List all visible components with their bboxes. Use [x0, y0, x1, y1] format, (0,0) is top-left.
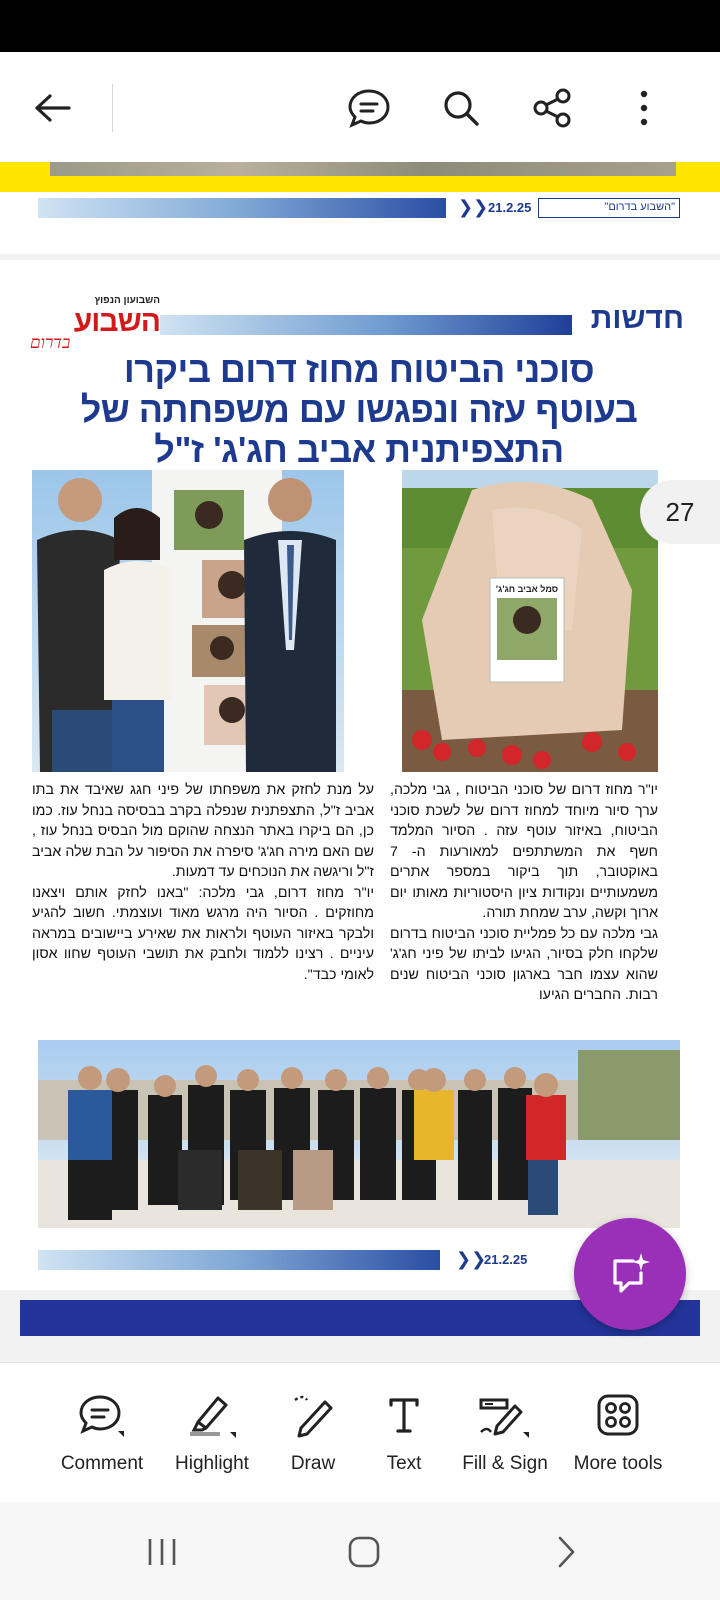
family-photo [32, 470, 344, 772]
previous-page-bottom [0, 162, 720, 254]
masthead-name: השבוע [73, 305, 160, 338]
grid-icon [588, 1391, 648, 1439]
back-arrow-icon[interactable] [30, 86, 74, 130]
masthead-logo [30, 295, 160, 355]
more-vertical-icon[interactable] [620, 84, 668, 132]
back-nav-icon[interactable] [546, 1532, 586, 1572]
newspaper-page [0, 260, 720, 1290]
headline-line: בעוטף עזה ונפגשו עם משפחתה של [80, 389, 638, 430]
status-bar [0, 0, 720, 52]
footer-date: 21.2.25 [484, 1252, 528, 1267]
highlight-tool[interactable] [160, 1363, 264, 1503]
tool-label: Fill & Sign [462, 1453, 548, 1474]
system-navigation-bar [0, 1502, 720, 1600]
body-paragraph: על מנת לחזק את משפחתו של פיני חגג שאיבד את בתו אביב ז"ל, התצפתנית שנפלה בקרב בבסיסה בנחל עוז. כמו כן, הם ביקרו באתר הנצחה שהוקם מול הבסיס בנחל עוז , שם האם מירה חג'ג' סיפרה את הסיפור על הבת שלה אביב ז"ל וריגשה את הנוכחים עד דמעות. [32, 782, 374, 880]
body-paragraph: יו"ר מחוז דרום של סוכני הביטוח , גבי מלכה, ערך סיור מיוחד למחוז דרום של לשכת סוכני הביטוח, באיזור עוטף עזה . הסיור המלמד חשף את המשתתפים למאורעות ה- 7 באוקטובר, תוך ביקור במספר אתרים משמעותיים ונקודות ציון היסטוריות מאותו יום ארוך וקשה, ערב שמחת תורה. [390, 782, 658, 921]
masthead-subtitle: בדרום [30, 333, 71, 352]
footer-source: "השבוע בדרום" [538, 198, 680, 218]
previous-page-footer [38, 198, 680, 218]
tool-label: Draw [290, 1453, 336, 1474]
fill-sign-icon [475, 1391, 535, 1439]
tool-label: Text [386, 1453, 422, 1474]
headline-line: סוכני הביטוח מחוז דרום ביקרו [123, 349, 595, 390]
ai-sparkle-chat-icon [607, 1251, 653, 1297]
app-bar-divider [112, 84, 113, 132]
app-bar [0, 52, 720, 162]
draw-pencil-icon [283, 1391, 343, 1439]
tool-label: More tools [573, 1453, 663, 1474]
headline-line: התצפיתנית אביב חג'ג' ז"ל [154, 429, 564, 470]
comment-bubble-icon[interactable] [345, 84, 393, 132]
fill-sign-tool[interactable] [450, 1363, 560, 1503]
section-title: חדשות [590, 302, 684, 335]
comment-icon [72, 1391, 132, 1439]
home-icon[interactable] [344, 1532, 384, 1572]
body-column-left [32, 780, 374, 985]
footer-gradient-bar [38, 198, 446, 218]
more-tools-button[interactable] [564, 1363, 672, 1503]
masthead-tagline: השבועון הנפוץ [94, 295, 160, 306]
group-photo [38, 1040, 680, 1228]
memorial-stone-photo [402, 470, 658, 772]
share-icon[interactable] [528, 84, 576, 132]
draw-tool[interactable] [268, 1363, 358, 1503]
article-headline [30, 350, 688, 470]
section-gradient-bar [160, 315, 572, 335]
body-column-right [390, 780, 658, 1006]
text-tool[interactable] [362, 1363, 446, 1503]
tool-label: Highlight [175, 1453, 249, 1474]
recent-apps-icon[interactable] [142, 1532, 182, 1572]
footer-date: 21.2.25 [488, 200, 532, 215]
previous-page-photo-edge [50, 162, 676, 176]
footer-chevrons: ❯❯ [456, 1249, 487, 1270]
body-paragraph: יו"ר מחוז דרום, גבי מלכה: "באנו לחזק אותם ויצאנו מחוזקים . הסיור היה מרגש מאוד ועוצמתי. חשוב להגיע ולבקר באיזור העוטף ולראות את שאירע ביישובים במראה עיניים . רצינו ללמוד ולחבק את תושבי העוטף שחוו אסון לאומי כבד". [32, 884, 374, 983]
footer-chevrons: ❯❯ [458, 197, 489, 218]
footer-gradient-bar [38, 1250, 440, 1270]
text-icon [374, 1391, 434, 1439]
page-number-badge[interactable]: 27 [640, 480, 720, 544]
search-icon[interactable] [437, 84, 485, 132]
plaque-name: סמל אביב חג'ג' [495, 584, 559, 594]
highlighter-icon [182, 1391, 242, 1439]
comment-tool[interactable] [48, 1363, 156, 1503]
document-viewer[interactable] [0, 162, 720, 1362]
previous-page-yellow-strip [0, 162, 720, 192]
body-paragraph: גבי מלכה עם כל פמליית סוכני הביטוח בדרום שלקחו חלק בסיור, הגיעו לביתו של פיני חג'ג' שהוא עצמו חבר בארגון סוכני הביטוח שנים רבות. החברים הגיעו [390, 925, 658, 1003]
tool-label: Comment [60, 1453, 144, 1474]
ai-assistant-button[interactable] [574, 1218, 686, 1330]
bottom-toolbar [0, 1362, 720, 1502]
